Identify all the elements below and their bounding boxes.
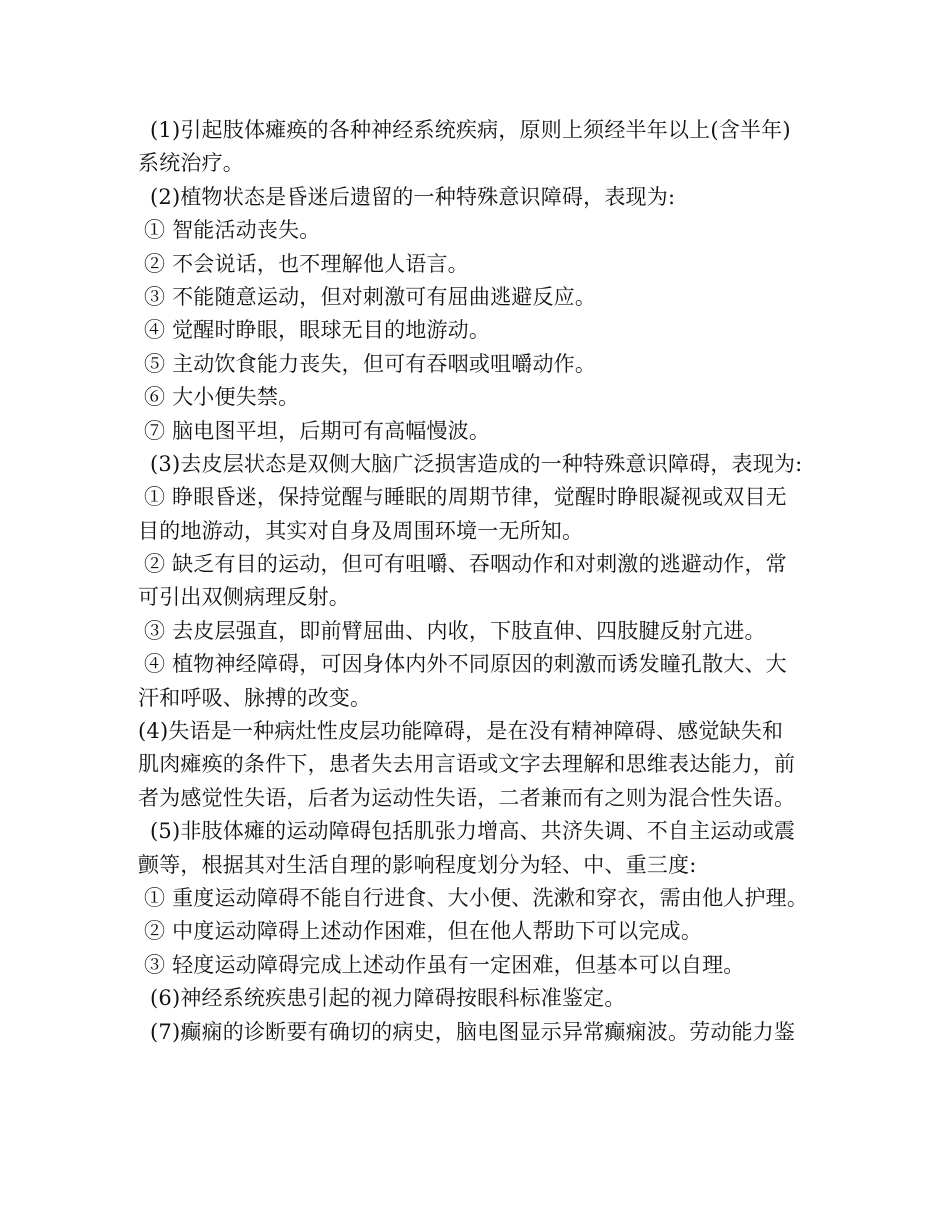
text-line: 可引出双侧病理反射。 <box>138 585 350 610</box>
text-line: 肌肉瘫痪的条件下，患者失去用言语或文字去理解和思维表达能力，前 <box>138 752 796 777</box>
list-item: ③ 去皮层强直，即前臂屈曲、内收，下肢直伸、四肢腱反射亢进。 <box>144 618 766 643</box>
text-line: (6)神经系统疾患引起的视力障碍按眼科标准鉴定。 <box>150 986 626 1011</box>
list-item: ⑦ 脑电图平坦，后期可有高幅慢波。 <box>144 418 491 443</box>
list-item: ④ 觉醒时睁眼，眼球无目的地游动。 <box>144 318 491 343</box>
text-line: 目的地游动，其实对自身及周围环境一无所知。 <box>138 518 584 543</box>
text-line: 颤等，根据其对生活自理的影响程度划分为轻、中、重三度: <box>138 852 697 877</box>
text-line: (3)去皮层状态是双侧大脑广泛损害造成的一种特殊意识障碍，表现为: <box>150 451 803 476</box>
list-item: ② 中度运动障碍上述动作困难，但在他人帮助下可以完成。 <box>144 919 703 944</box>
list-item: ② 缺乏有目的运动，但可有咀嚼、吞咽动作和对刺激的逃避动作，常 <box>144 552 787 577</box>
text-line: 汗和呼吸、脉搏的改变。 <box>138 685 372 710</box>
text-line: (2)植物状态是昏迷后遗留的一种特殊意识障碍，表现为: <box>150 184 676 209</box>
list-item: ③ 轻度运动障碍完成上述动作虽有一定困难，但基本可以自理。 <box>144 952 745 977</box>
list-item: ① 睁眼昏迷，保持觉醒与睡眠的周期节律，觉醒时睁眼凝视或双目无 <box>144 485 787 510</box>
list-item: ① 智能活动丧失。 <box>144 218 321 243</box>
list-item: ② 不会说话，也不理解他人语言。 <box>144 251 469 276</box>
list-item: ① 重度运动障碍不能自行进食、大小便、洗漱和穿衣，需由他人护理。 <box>144 885 809 910</box>
list-item: ③ 不能随意运动，但对刺激可有屈曲逃避反应。 <box>144 284 597 309</box>
text-line: (4)失语是一种病灶性皮层功能障碍，是在没有精神障碍、感觉缺失和 <box>138 719 784 744</box>
list-item: ④ 植物神经障碍，可因身体内外不同原因的刺激而诱发瞳孔散大、大 <box>144 652 787 677</box>
list-item: ⑥ 大小便失禁。 <box>144 385 300 410</box>
text-line: (7)癫痫的诊断要有确切的病史，脑电图显示异常癫痫波。劳动能力鉴 <box>150 1019 796 1044</box>
text-line: 者为感觉性失语，后者为运动性失语，二者兼而有之则为混合性失语。 <box>138 785 796 810</box>
text-line: (5)非肢体瘫的运动障碍包括肌张力增高、共济失调、不自主运动或震 <box>150 819 796 844</box>
document-body <box>138 114 838 1049</box>
list-item: ⑤ 主动饮食能力丧失，但可有吞咽或咀嚼动作。 <box>144 351 597 376</box>
text-line: 系统治疗。 <box>138 151 244 176</box>
text-line: (1)引起肢体瘫痪的各种神经系统疾病，原则上须经半年以上(含半年) <box>150 118 791 142</box>
